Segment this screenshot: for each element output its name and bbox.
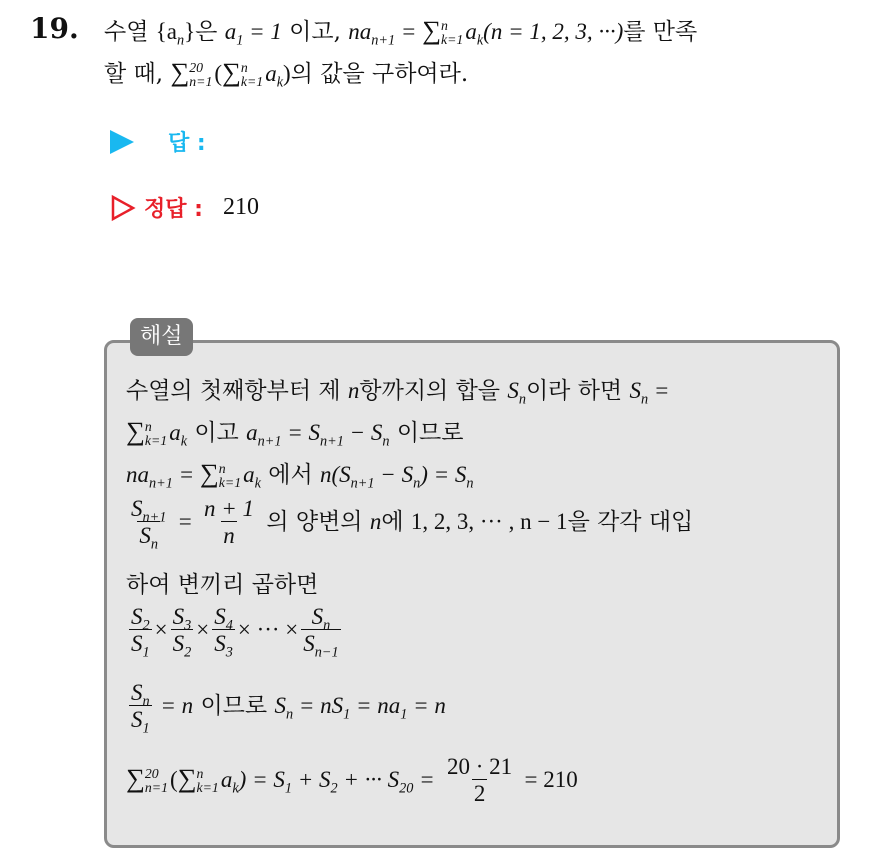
play-triangle-icon <box>110 130 134 154</box>
question-text <box>104 10 697 94</box>
correct-answer-label: 정답 : <box>144 197 203 222</box>
outline-triangle-icon <box>110 194 136 222</box>
question-number: 19. <box>30 12 79 45</box>
solution-line-7: $\frac{S_n}{S_1}$ = n 이므로 $S_n = nS_1 = na_1 = n$ <box>131 680 446 737</box>
fraction: $\frac{S_2}{S_1}$ <box>131 604 150 661</box>
fraction: $\frac{20 \cdot 21}{2}$ <box>447 754 513 807</box>
solution-tab: 해설 <box>130 318 193 356</box>
solution-line-1: 수열의 첫째항부터 제 n항까지의 합을 $S_n$이라 하면 $S_n$ = <box>126 378 670 408</box>
fraction: $\frac{S_n}{S_1}$ <box>131 680 150 737</box>
solution-line-6: $\frac{S_2}{S_1}$ × $\frac{S_3}{S_2}$ × $\frac{S_4}{S_3}$ × ··· × $\frac{S_n}{S_{n-1}}$ <box>131 604 339 661</box>
fraction: $\frac{S_{n+1}}{S_n}$ <box>131 496 167 553</box>
solution-line-4: $\frac{S_{n+1}}{S_n}$ = $\frac{n + 1}{n}$ 의 양변의 n에 1, 2, 3, ··· , n − 1을 각각 대입 <box>131 496 694 553</box>
fraction: $\frac{S_3}{S_2}$ <box>172 604 192 661</box>
fraction: $\frac{S_4}{S_3}$ <box>214 604 233 661</box>
answer-label: 답 : <box>168 131 206 156</box>
sum-symbol: ∑ <box>422 15 441 45</box>
fraction: $\frac{S_n}{S_{n-1}}$ <box>303 604 339 661</box>
solution-line-8: ∑ 20 n=1 (∑ n k=1 $a_k) = S_1 + S_2$ + ··· $S_{20}$ = $\frac{20 \cdot 21}{2}$ = 210 <box>126 754 578 807</box>
solution-line-2: ∑ n k=1 $a_k$ 이고 $a_{n+1} = S_{n+1} - S_n$ 이므로 <box>126 416 464 450</box>
correct-answer-value: 210 <box>222 194 259 220</box>
answer-row <box>110 126 206 157</box>
fraction: $\frac{n + 1}{n}$ <box>203 496 255 549</box>
question-line-1: 수열 $\{a_n\}$은 $a_1 = 1$ 이고, $na_{n+1}$ = ∑ n k=1 $a_k(n = 1$, 2, 3, ···)를 만족 <box>104 15 698 49</box>
question-line-2: 할 때, ∑ 20 n=1 (∑ n k=1 $a_k$)의 값을 구하여라. <box>104 57 469 91</box>
solution-line-5: 하여 변끼리 곱하면 <box>126 572 319 598</box>
correct-answer-row <box>110 192 259 223</box>
solution-line-3: $na_{n+1}$ = ∑ n k=1 $a_k$ 에서 $n(S_{n+1} - S_n) = S_n$ <box>126 458 474 492</box>
